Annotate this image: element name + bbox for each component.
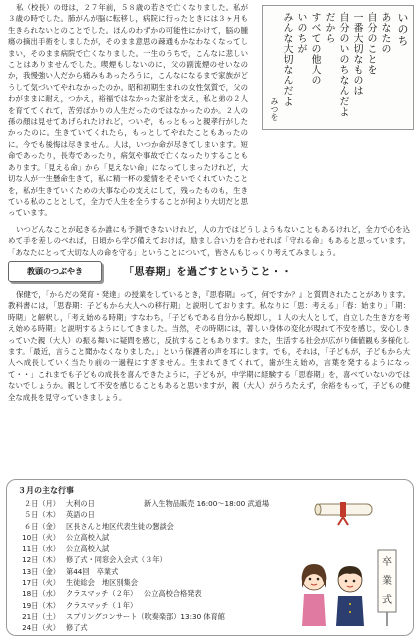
schedule-list bbox=[16, 498, 269, 634]
essay-title: 「思春期」を過ごすということ・・ bbox=[124, 267, 292, 278]
schedule-date: ６日（金） bbox=[24, 521, 60, 531]
poem-line: みんな大切なんだよ bbox=[281, 12, 292, 107]
schedule-event: 修了式 bbox=[66, 623, 88, 633]
schedule-event: 修了式・同窓会入会式（３年） bbox=[66, 555, 167, 565]
schedule-row bbox=[16, 543, 269, 554]
schedule-date: ５日（木） bbox=[24, 510, 60, 520]
schedule-event: スプリングコンサート（吹奏楽部）13:30 体育館 bbox=[66, 611, 225, 621]
poem-signature: みつを bbox=[270, 97, 279, 121]
schedule-event: 第44回 卒業式 bbox=[66, 566, 119, 576]
intro-paragraph-2: いつどんなことが起きるか誰にも予測できないけれど，人の力ではどうしようもないこともあるけれど，全力で心を込めて手を差しのべれば，日頃から学び備えておけば，励まし合い力を合わせれば「守れる命」もあると思っています。「あなたにとって大切な人の命を守る」ということについて，皆さんもじっくり考えてみましょう。 bbox=[8, 225, 410, 257]
sign-char: 業 bbox=[382, 576, 392, 587]
schedule-date: 24日（火） bbox=[22, 623, 60, 633]
poem-line: いのち bbox=[396, 12, 409, 47]
poem-line: 一番大切なものは bbox=[351, 12, 362, 96]
schedule-row bbox=[16, 566, 269, 577]
poem-line: 自分のことを bbox=[365, 12, 376, 75]
schedule-extra: 新入生物品販売 16:00～18:00 武道場 bbox=[144, 499, 270, 508]
schedule-row bbox=[16, 554, 269, 565]
schedule-row bbox=[16, 509, 269, 520]
schedule-event: クラスマッチ（２年） bbox=[66, 589, 138, 599]
calligraphy-poem bbox=[262, 5, 414, 130]
schedule-row bbox=[16, 521, 269, 532]
schedule-row bbox=[16, 577, 269, 588]
intro-paragraph: 私（校長）の母は，２７年前，５８歳の若さで亡くなりました。私が３歳の時でした。肺がんが脳に転移し，病院に行ったときには３ヶ月も生きられないとのことでした。ほんのわずかの可能性にかけて，脳の腫瘍の摘出手術をしましたが，そのまま意思の疎通もかなわなくなってしまい，そのまま病院で亡くなりました。一生のうちで，こんなに悲しいことはありませんでした。喫煙もしないのに，父の副流煙のせいなのか，我慢強い人だから痛みもあったろうに，こんなになるまで家族がどうして気づいてやれなかったのか。昭和初期生まれの女性気質で，父のわがままに耐え，つかえ，裕福ではなかった家計を支え，私と弟の２人を育ててくれて，苦労ばかりの人生だったのではなかったのか。２人の孫の顔は見せてあげられたけれど，ついぞ，もっともっと親孝行がしたかったのに。生きていてくれたら，もっとしてやれたこともあったのに。今でも後悔は尽きません。人は，いつか命が尽きてしまいます。短命であったり，長寿であったり，病気や事故で亡くなったりすることもあります。「見える命」から「見えない命」になってしまったけれど，大切な人が一生懸命生きて，私に精一杯の愛情をそそいでくれていたことを，私が生きていくための大事な心の支えにして，残ったものも，生きている私のこととして，全力で人生を全うすることが何より大切だと思っています。 bbox=[8, 3, 248, 218]
schedule-title: ３月の主な行事 bbox=[18, 486, 74, 495]
schedule-date: 11日（水） bbox=[22, 544, 60, 554]
poem-line: すべての他人の bbox=[309, 12, 320, 86]
schedule-row bbox=[16, 588, 269, 599]
schedule-date: 21日（土） bbox=[22, 611, 60, 621]
poem-line: だから bbox=[323, 12, 334, 44]
sign-char: 卒 bbox=[382, 557, 392, 568]
schedule-extra: 公立高校合格発表 bbox=[144, 589, 202, 599]
schedule-date: 19日（木） bbox=[22, 600, 60, 610]
schedule-event: 大利の日 bbox=[66, 499, 95, 508]
schedule-date: 10日（火） bbox=[22, 532, 60, 542]
schedule-row bbox=[16, 600, 269, 611]
schedule-date: 17日（火） bbox=[22, 578, 60, 588]
section-tab-label: 教頭のつぶやき bbox=[8, 261, 102, 282]
poem-line: いのちが bbox=[295, 12, 306, 54]
poem-line: 自分のいのちなんだよ bbox=[337, 12, 348, 117]
schedule-row bbox=[16, 498, 269, 509]
schedule-event: 生徒総会 地区別集会 bbox=[66, 578, 138, 588]
schedule-event: 区長さんと地区代表生徒の懇談会 bbox=[66, 521, 174, 531]
schedule-date: 18日（水） bbox=[22, 589, 60, 599]
schedule-row bbox=[16, 622, 269, 633]
schedule-date: 12日（木） bbox=[22, 555, 60, 565]
schedule-event: 公立高校入試 bbox=[66, 532, 110, 542]
sign-char: 式 bbox=[382, 595, 392, 606]
schedule-row bbox=[16, 532, 269, 543]
schedule-date: ２日（月） bbox=[24, 499, 60, 508]
graduation-kids-icon bbox=[292, 548, 402, 628]
schedule-event: 公立高校入試 bbox=[66, 544, 110, 554]
diploma-scroll-icon bbox=[310, 492, 380, 526]
poem-line: あなたの bbox=[379, 12, 390, 54]
schedule-event: クラスマッチ（１年） bbox=[66, 600, 138, 610]
schedule-row bbox=[16, 611, 269, 622]
schedule-date: 13日（金） bbox=[22, 566, 60, 576]
essay-paragraph: 保健で，「からだの発育・発達」の授業をしているとき，『思春期』って，何ですか？』と質問されたことがあります。教科書には，「思春期：子どもから大人への移行期」と説明しております。私なりに「思：考える」「春：始まり」「期：時期」と解釈し，「考え始める時期」すなわち，「子どもである自分から脱却し，１人の大人として，自立した生き方を考え始める時期」と説明するようにしてきました。当然，その時期には，著しい身体の変化が現れて不安を感じ，安心しきっていた親（大人）の振る舞いに疑問を感じ，反抗することもあります。また，生活する社会が広がり価値観も多様化します。「最近，言うこと聞かなくなりました。」という保護者の声を耳にします。でも，それは，「子どもが，子どもから大人へ成長していく当たり前の一過程にすぎません。生まれてきてくれて，歯が生え始め，言葉を発するようになって・・」これまでも子どもの成長を喜んできたように，子どもが，中学期に経験する「思春期」を，喜べていないのではないでしょうか。親として不安を感じることもあると思いますが，親（大人）がうろたえず，余裕をもって，子どもの健全な成長を見守っていきましょう。 bbox=[8, 290, 410, 402]
schedule-event: 英語の日 bbox=[66, 510, 95, 520]
